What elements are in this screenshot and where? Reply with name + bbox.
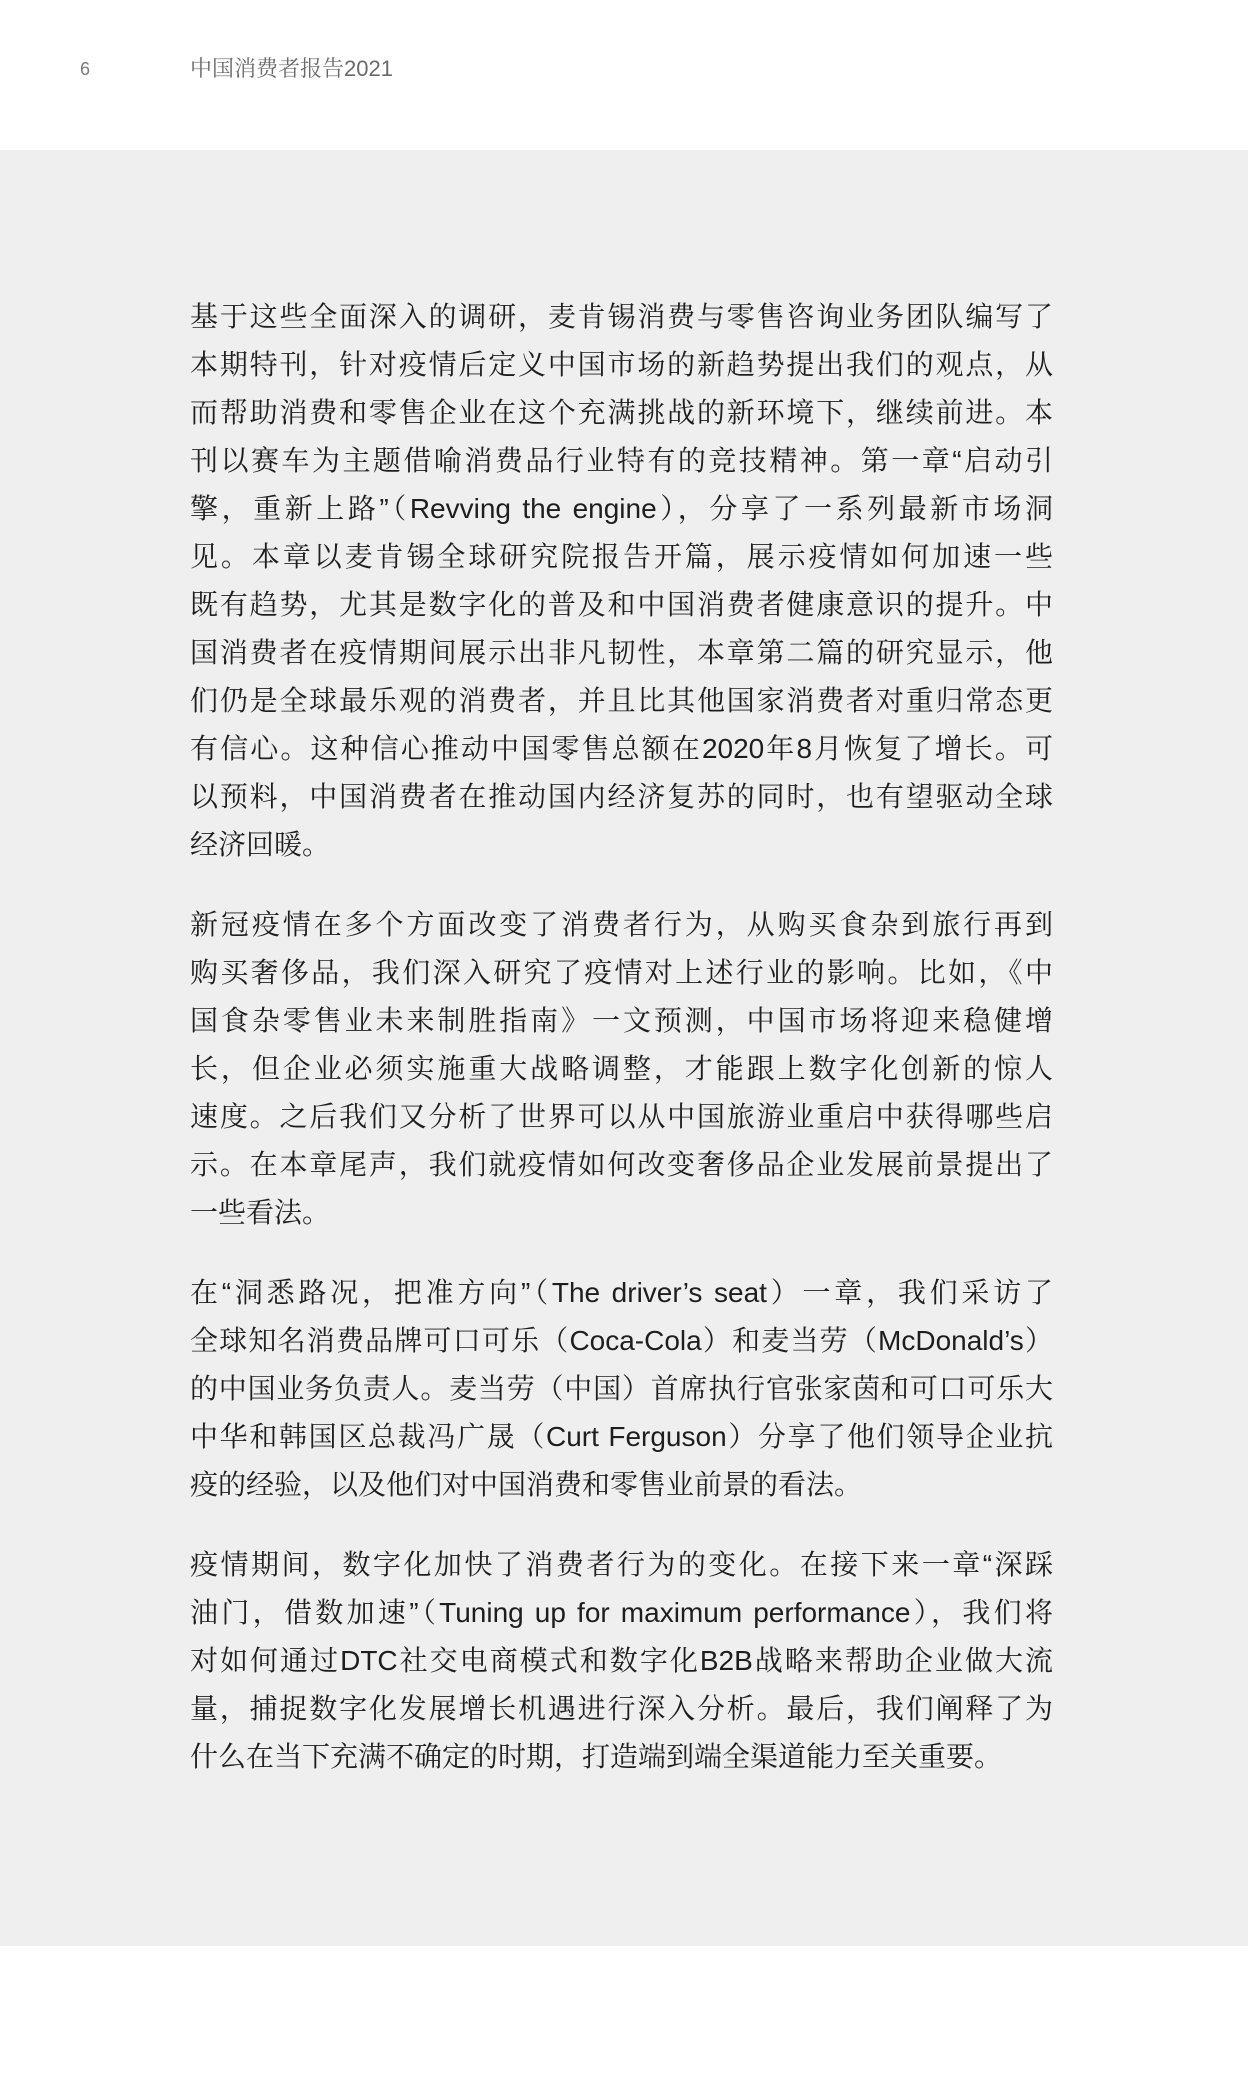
- paragraph-line: 国食杂零售业未来制胜指南》一文预测，中国市场将迎来稳健增: [190, 1005, 1053, 1036]
- paragraph-line: 一些看法。: [190, 1197, 331, 1228]
- paragraph-line: 疫的经验，以及他们对中国消费和零售业前景的看法。: [190, 1469, 863, 1500]
- paragraph-4: [190, 1541, 1053, 1781]
- paragraph-line: 油门，借数加速”（Tuning up for maximum performance），我们将: [190, 1597, 1053, 1628]
- paragraph-line: 以预料，中国消费者在推动国内经济复苏的同时，也有望驱动全球: [190, 781, 1053, 812]
- paragraph-line: 经济回暖。: [190, 829, 331, 860]
- paragraph-line: 示。在本章尾声，我们就疫情如何改变奢侈品企业发展前景提出了: [190, 1149, 1053, 1180]
- paragraph-line: 什么在当下充满不确定的时期，打造端到端全渠道能力至关重要。: [190, 1741, 1003, 1772]
- paragraph-line: 疫情期间，数字化加快了消费者行为的变化。在接下来一章“深踩: [190, 1549, 1053, 1580]
- page-number: 6: [80, 59, 91, 79]
- paragraph-line: 基于这些全面深入的调研，麦肯锡消费与零售咨询业务团队编写了: [190, 301, 1053, 332]
- paragraph-2: [190, 901, 1053, 1237]
- body-text: [190, 293, 1053, 1781]
- paragraph-line: 在“洞悉路况，把准方向”（The driver’s seat）一章，我们采访了: [190, 1277, 1053, 1308]
- paragraph-line: 长，但企业必须实施重大战略调整，才能跟上数字化创新的惊人: [190, 1053, 1053, 1084]
- running-title: 中国消费者报告2021: [190, 56, 393, 81]
- paragraph-line: 刊以赛车为主题借喻消费品行业特有的竞技精神。第一章“启动引: [190, 445, 1053, 476]
- paragraph-line: 国消费者在疫情期间展示出非凡韧性，本章第二篇的研究显示，他: [190, 637, 1053, 668]
- paragraph-1: [190, 293, 1053, 869]
- paragraph-line: 擎，重新上路”（Revving the engine），分享了一系列最新市场洞: [190, 493, 1053, 524]
- content-panel: [0, 150, 1248, 1946]
- paragraph-line: 的中国业务负责人。麦当劳（中国）首席执行官张家茵和可口可乐大: [190, 1373, 1053, 1404]
- paragraph-line: 量，捕捉数字化发展增长机遇进行深入分析。最后，我们阐释了为: [190, 1693, 1053, 1724]
- paragraph-line: 们仍是全球最乐观的消费者，并且比其他国家消费者对重归常态更: [190, 685, 1053, 716]
- paragraph-line: 有信心。这种信心推动中国零售总额在2020年8月恢复了增长。可: [190, 733, 1053, 764]
- paragraph-line: 新冠疫情在多个方面改变了消费者行为，从购买食杂到旅行再到: [190, 909, 1053, 940]
- paragraph-line: 而帮助消费和零售企业在这个充满挑战的新环境下，继续前进。本: [190, 397, 1053, 428]
- paragraph-3: [190, 1269, 1053, 1509]
- paragraph-line: 购买奢侈品，我们深入研究了疫情对上述行业的影响。比如，《中: [190, 957, 1053, 988]
- paragraph-line: 见。本章以麦肯锡全球研究院报告开篇，展示疫情如何加速一些: [190, 541, 1053, 572]
- paragraph-line: 对如何通过DTC社交电商模式和数字化B2B战略来帮助企业做大流: [190, 1645, 1053, 1676]
- paragraph-line: 本期特刊，针对疫情后定义中国市场的新趋势提出我们的观点，从: [190, 349, 1053, 380]
- paragraph-line: 既有趋势，尤其是数字化的普及和中国消费者健康意识的提升。中: [190, 589, 1053, 620]
- paragraph-line: 速度。之后我们又分析了世界可以从中国旅游业重启中获得哪些启: [190, 1101, 1053, 1132]
- paragraph-line: 全球知名消费品牌可口可乐（Coca-Cola）和麦当劳（McDonald’s）: [190, 1325, 1053, 1356]
- paragraph-line: 中华和韩国区总裁冯广晟（Curt Ferguson）分享了他们领导企业抗: [190, 1421, 1053, 1452]
